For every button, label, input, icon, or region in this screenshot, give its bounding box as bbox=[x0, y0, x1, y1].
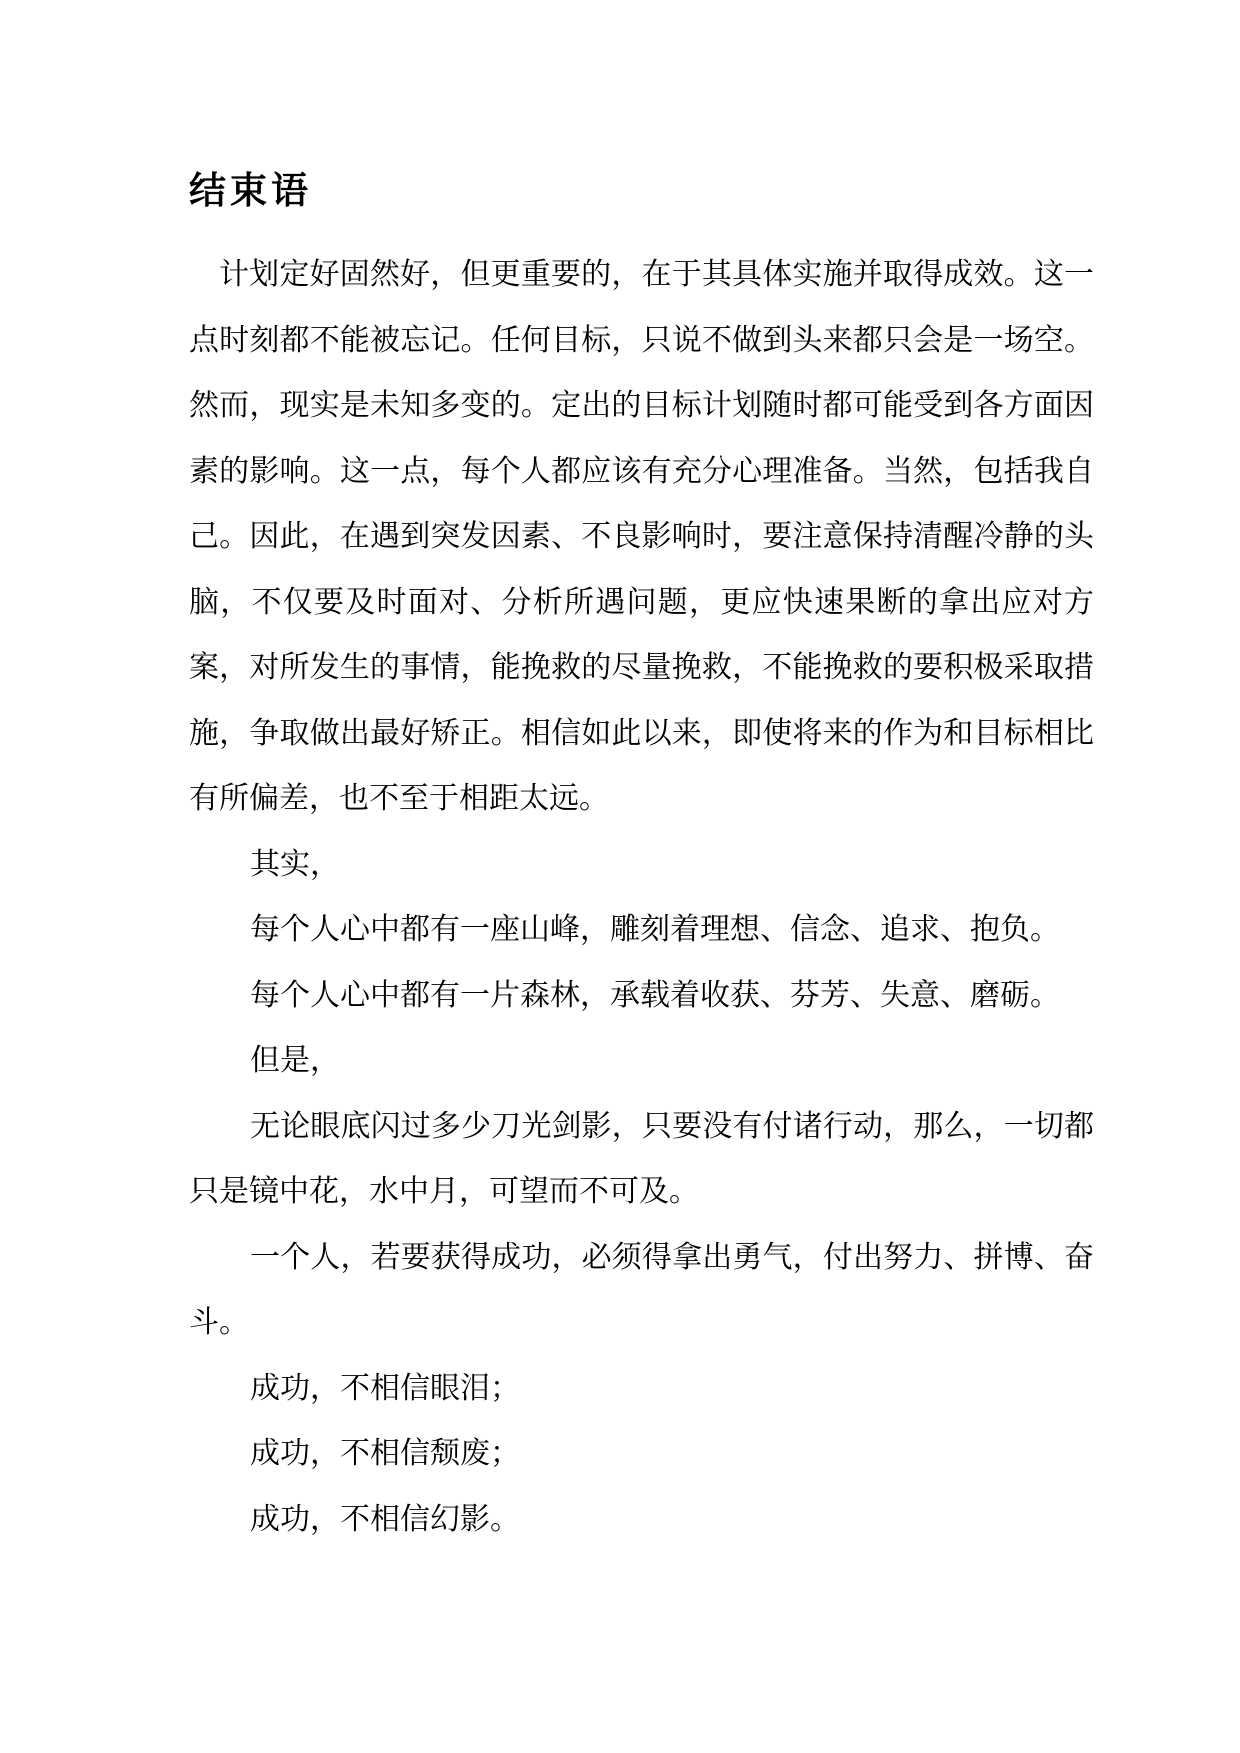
paragraph-qishi: 其实， bbox=[250, 847, 340, 881]
document-body bbox=[189, 242, 1094, 1552]
paragraph-no-decadence: 成功，不相信颓废； bbox=[250, 1437, 520, 1470]
paragraph-no-tears: 成功，不相信眼泪； bbox=[250, 1371, 520, 1405]
paragraph-action: 无论眼底闪过多少刀光剑影，只要没有付诸行动，那么，一切都只是镜中花，水中月，可望而不可及。 bbox=[189, 1109, 1094, 1208]
paragraph-forest: 每个人心中都有一片森林，承载着收获、芬芳、失意、磨砺。 bbox=[250, 978, 1060, 1012]
paragraph-main: 计划定好固然好，但更重要的，在于其具体实施并取得成效。这一点时刻都不能被忘记。任何目标，只说不做到头来都只会是一场空。然而，现实是未知多变的。定出的目标计划随时都可能受到各方面因素的影响。这一点，每个人都应该有充分心理准备。当然，包括我自己。因此，在遇到突发因素、不良影响时，要注意保持清醒冷静的头脑，不仅要及时面对、分析所遇问题，更应快速果断的拿出应对方案，对所发生的事情，能挽救的尽量挽救，不能挽救的要积极采取措施，争取做出最好矫正。相信如此以来，即使将来的作为和目标相比有所偏差，也不至于相距太远。 bbox=[189, 258, 1094, 815]
paragraph-success-requires: 一个人，若要获得成功，必须得拿出勇气，付出努力、拼博、奋斗。 bbox=[189, 1240, 1094, 1339]
paragraph-no-illusion: 成功，不相信幻影。 bbox=[250, 1502, 520, 1536]
paragraph-mountain: 每个人心中都有一座山峰，雕刻着理想、信念、追求、抱负。 bbox=[250, 913, 1060, 946]
document-title: 结束语 bbox=[189, 171, 312, 212]
paragraph-danshi: 但是， bbox=[250, 1044, 340, 1077]
